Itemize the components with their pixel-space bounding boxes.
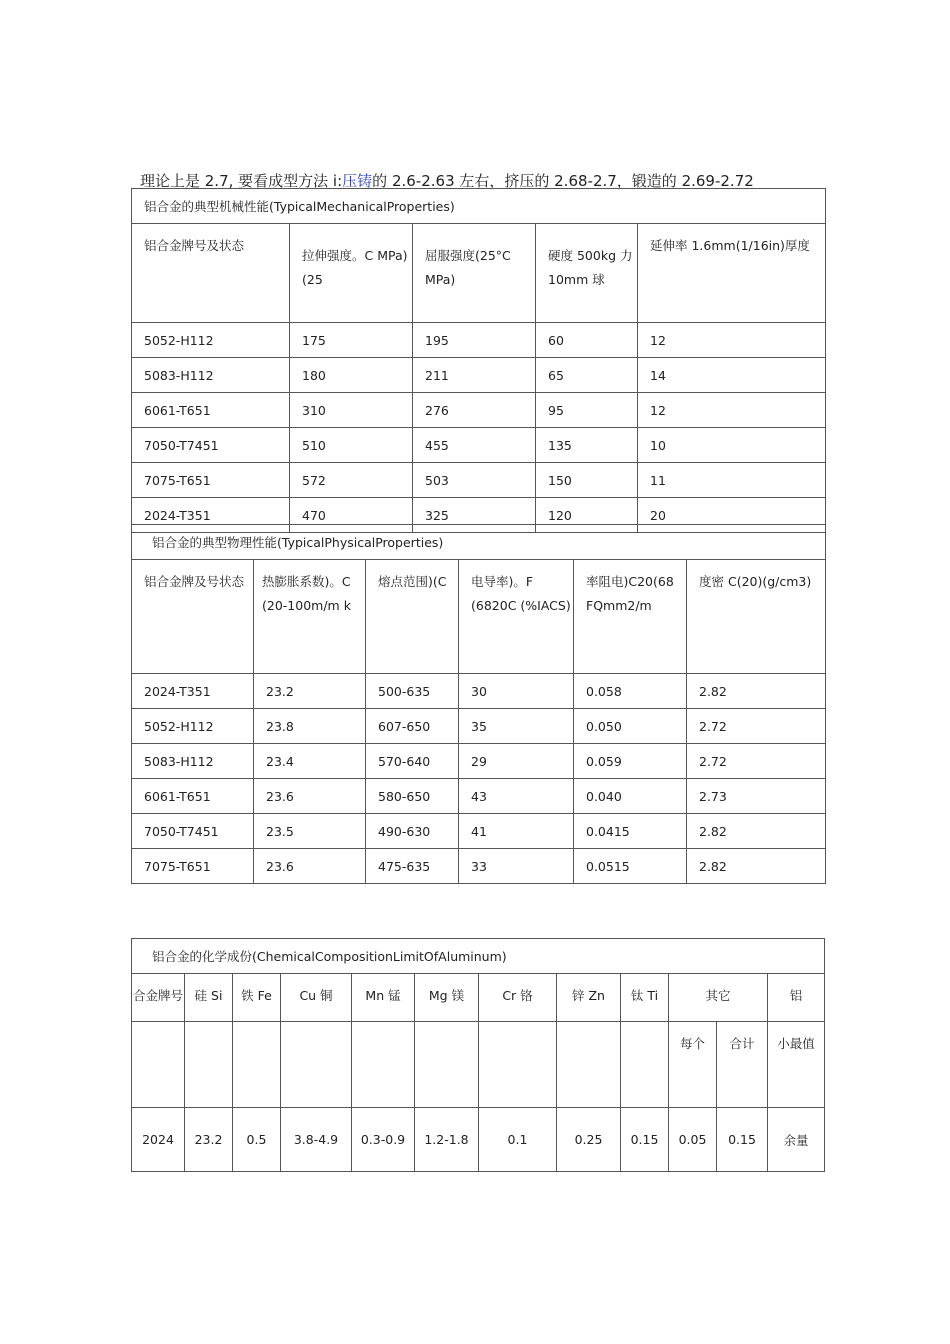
table-cell: 14 (638, 358, 826, 393)
table-cell: 7075-T651 (132, 463, 290, 498)
table-cell: 23.6 (254, 849, 366, 884)
table-row (132, 1108, 825, 1172)
column-header: 铝合金牌及号状态 (132, 560, 254, 674)
column-header: 电导率)。F (6820C (%IACS) (459, 560, 574, 674)
table-cell: 23.4 (254, 744, 366, 779)
column-header: Cr 铬 (479, 974, 557, 1022)
physical-properties-table (131, 524, 826, 884)
table-cell: 2.72 (687, 744, 826, 779)
table-cell: 580-650 (366, 779, 459, 814)
table-cell: 2024-T351 (132, 674, 254, 709)
table-row (132, 463, 826, 498)
table-cell: 475-635 (366, 849, 459, 884)
table-cell: 30 (459, 674, 574, 709)
table-row (132, 814, 826, 849)
table-row (132, 744, 826, 779)
table-cell: 325 (413, 498, 536, 533)
table-cell: 29 (459, 744, 574, 779)
table-cell: 33 (459, 849, 574, 884)
table-cell: 150 (536, 463, 638, 498)
table-row (132, 323, 826, 358)
table-cell: 3.8-4.9 (281, 1108, 352, 1172)
table-cell: 43 (459, 779, 574, 814)
table-cell: 95 (536, 393, 638, 428)
table-cell: 211 (413, 358, 536, 393)
column-header: 拉伸强度。C MPa)(25 (290, 224, 413, 323)
table-cell: 0.0415 (574, 814, 687, 849)
table-cell: 7050-T7451 (132, 428, 290, 463)
table-title: 铝合金的典型机械性能(TypicalMechanicalProperties) (132, 189, 826, 224)
table-cell: 23.2 (185, 1108, 233, 1172)
table-cell: 500-635 (366, 674, 459, 709)
table-cell: 470 (290, 498, 413, 533)
table-cell: 2.73 (687, 779, 826, 814)
table-cell: 12 (638, 393, 826, 428)
table-cell: 455 (413, 428, 536, 463)
table-cell: 0.5 (233, 1108, 281, 1172)
column-subheader: 每个 (669, 1022, 717, 1108)
table-cell: 20 (638, 498, 826, 533)
table-cell: 0.15 (621, 1108, 669, 1172)
table-cell: 11 (638, 463, 826, 498)
table-cell: 1.2-1.8 (415, 1108, 479, 1172)
table-row (132, 393, 826, 428)
intro-prefix: 理论上是 2.7, 要看成型方法 i: (140, 172, 343, 190)
table-cell: 120 (536, 498, 638, 533)
column-header: 熔点范围)(C (366, 560, 459, 674)
column-header: 热膨胀系数)。C (20-100m/m k (254, 560, 366, 674)
column-header: 硅 Si (185, 974, 233, 1022)
table-cell: 195 (413, 323, 536, 358)
table-cell: 0.040 (574, 779, 687, 814)
table-cell: 2024-T351 (132, 498, 290, 533)
column-header: 其它 (669, 974, 768, 1022)
table-cell: 310 (290, 393, 413, 428)
table-cell: 0.3-0.9 (352, 1108, 415, 1172)
table-cell: 0.05 (669, 1108, 717, 1172)
table-row (132, 358, 826, 393)
table-cell: 2.82 (687, 674, 826, 709)
column-header: 延伸率 1.6mm(1/16in)厚度 (638, 224, 826, 323)
table-cell: 23.2 (254, 674, 366, 709)
table-cell: 572 (290, 463, 413, 498)
table-cell: 0.1 (479, 1108, 557, 1172)
table-cell: 2024 (132, 1108, 185, 1172)
table-cell: 23.6 (254, 779, 366, 814)
table-cell: 65 (536, 358, 638, 393)
table-cell: 10 (638, 428, 826, 463)
column-header: 硬度 500kg 力 10mm 球 (536, 224, 638, 323)
table-cell: 0.059 (574, 744, 687, 779)
table-cell: 5083-H112 (132, 744, 254, 779)
table-cell: 5052-H112 (132, 323, 290, 358)
column-subheader: 小最值 (768, 1022, 825, 1108)
table-row (132, 709, 826, 744)
table-cell: 175 (290, 323, 413, 358)
table-row (132, 674, 826, 709)
column-subheader: 合计 (717, 1022, 768, 1108)
table-cell: 6061-T651 (132, 393, 290, 428)
table-cell: 5083-H112 (132, 358, 290, 393)
table-cell: 2.72 (687, 709, 826, 744)
table-cell: 490-630 (366, 814, 459, 849)
column-header: Cu 铜 (281, 974, 352, 1022)
table-cell: 0.0515 (574, 849, 687, 884)
table-cell: 607-650 (366, 709, 459, 744)
table-cell: 2.82 (687, 849, 826, 884)
table-cell: 135 (536, 428, 638, 463)
column-header: 屈服强度(25°C MPa) (413, 224, 536, 323)
table-cell: 7075-T651 (132, 849, 254, 884)
column-header: 铝合金牌号及状态 (132, 224, 290, 323)
table-row (132, 849, 826, 884)
table-cell: 12 (638, 323, 826, 358)
table-row (132, 779, 826, 814)
table-cell: 23.5 (254, 814, 366, 849)
column-header: 钛 Ti (621, 974, 669, 1022)
mechanical-properties-table (131, 188, 826, 533)
table-title: 铝合金的典型物理性能(TypicalPhysicalProperties) (132, 525, 826, 560)
column-header: Mn 锰 (352, 974, 415, 1022)
table-cell: 2.82 (687, 814, 826, 849)
table-cell: 503 (413, 463, 536, 498)
column-header: 度密 C(20)(g/cm3) (687, 560, 826, 674)
intro-suffix: 的 2.6-2.63 左右，挤压的 2.68-2.7，锻造的 2.69-2.72 (372, 172, 754, 190)
table-cell: 570-640 (366, 744, 459, 779)
table-cell: 5052-H112 (132, 709, 254, 744)
table-cell: 41 (459, 814, 574, 849)
table-cell: 510 (290, 428, 413, 463)
table-cell: 7050-T7451 (132, 814, 254, 849)
column-header: 铁 Fe (233, 974, 281, 1022)
chemical-composition-table (131, 938, 825, 1172)
intro-link[interactable]: 压铸 (342, 172, 373, 190)
table-cell: 0.050 (574, 709, 687, 744)
table-cell: 0.15 (717, 1108, 768, 1172)
column-header: 铝 (768, 974, 825, 1022)
table-cell: 60 (536, 323, 638, 358)
table-cell: 0.25 (557, 1108, 621, 1172)
table-cell: 180 (290, 358, 413, 393)
table-title: 铝合金的化学成份(ChemicalCompositionLimitOfAluminum) (132, 939, 825, 974)
table-cell: 余量 (768, 1108, 825, 1172)
table-cell: 35 (459, 709, 574, 744)
column-header: 率阻电)C20(68 FQmm2/m (574, 560, 687, 674)
table-cell: 276 (413, 393, 536, 428)
column-header: 锌 Zn (557, 974, 621, 1022)
table-cell: 0.058 (574, 674, 687, 709)
table-cell: 23.8 (254, 709, 366, 744)
table-cell: 6061-T651 (132, 779, 254, 814)
table-row (132, 428, 826, 463)
column-header: 合金牌号 (132, 974, 185, 1022)
column-header: Mg 镁 (415, 974, 479, 1022)
